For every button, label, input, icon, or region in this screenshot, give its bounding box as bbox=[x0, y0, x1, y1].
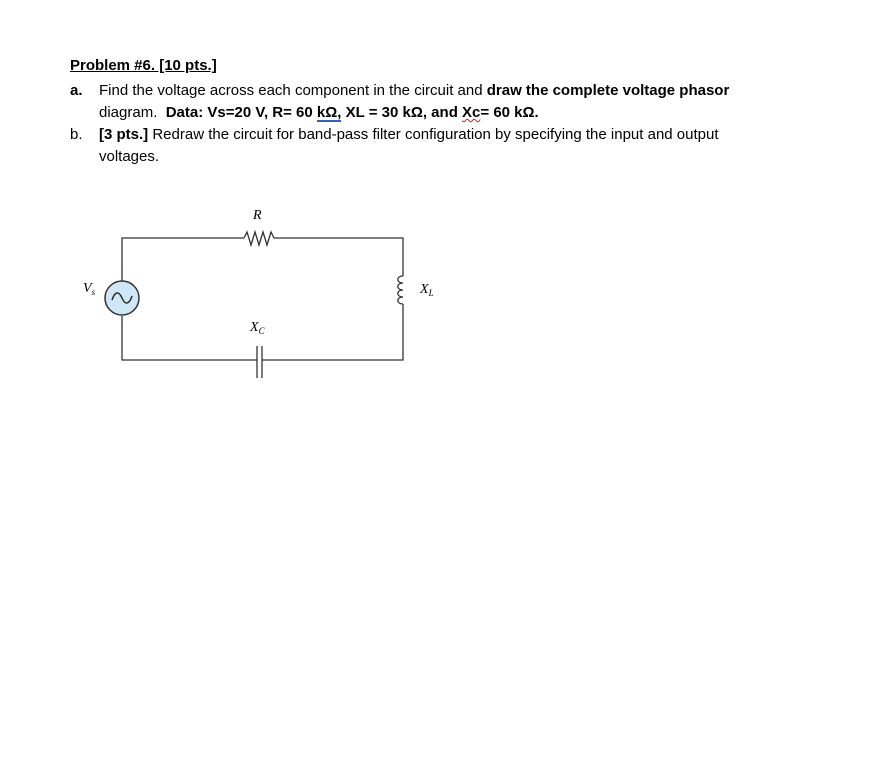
part-b-line2: voltages. bbox=[99, 148, 160, 165]
resistor-label: R bbox=[253, 208, 262, 223]
part-b-points: [3 pts.] bbox=[99, 126, 149, 143]
part-a-end: = 60 kΩ. bbox=[480, 104, 539, 121]
part-a-diagram-word: diagram. bbox=[99, 104, 158, 121]
resistor-symbol bbox=[244, 232, 274, 245]
part-a-xl: XL = 30 kΩ, and bbox=[341, 104, 463, 121]
inductor-symbol bbox=[398, 276, 403, 304]
capacitor-label: $X_C$ bbox=[250, 320, 265, 336]
part-a-line1: Find the voltage across each component in the circuit and bbox=[99, 82, 487, 99]
inductor-label: $X_L$ bbox=[420, 282, 434, 298]
part-b-label: b. bbox=[70, 126, 83, 143]
part-a-xc: Xc bbox=[462, 104, 481, 121]
problem-title: Problem #6. [10 pts.] bbox=[70, 57, 217, 74]
circuit-wires bbox=[122, 232, 403, 378]
part-a-label: a. bbox=[70, 82, 83, 99]
source-label: $V_s$ bbox=[83, 281, 96, 297]
part-b-line1: Redraw the circuit for band-pass filter configuration by specifying the input and output bbox=[148, 126, 719, 143]
part-a-data: Data: Vs=20 V, R= 60 bbox=[165, 104, 317, 121]
part-a-line1-bold: draw the complete voltage phasor bbox=[486, 82, 730, 99]
part-a-kohm: kΩ, bbox=[316, 104, 342, 121]
